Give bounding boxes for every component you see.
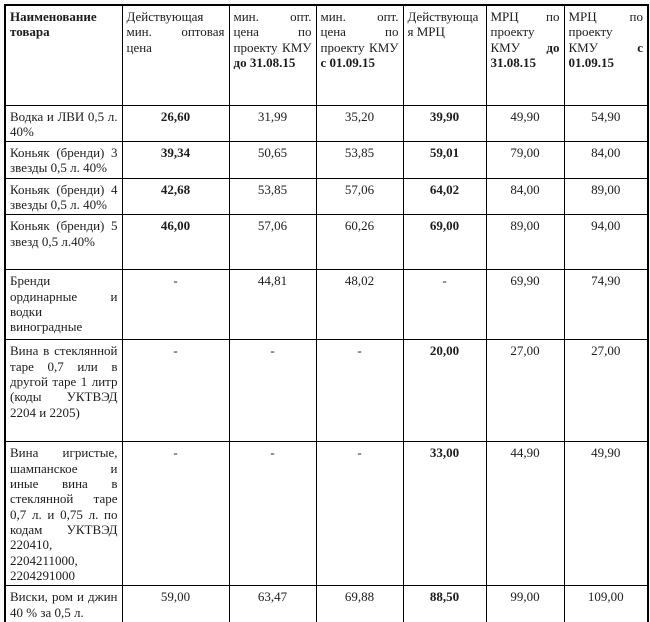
column-header-label: Действующая мин. оптовая цена [126,9,225,55]
price-cell: - [316,442,403,586]
price-cell: 50,65 [229,142,316,179]
price-cell: 60,26 [316,215,403,270]
price-cell: 49,90 [486,105,564,142]
price-cell: 27,00 [564,340,648,442]
table-row-vodka [5,105,648,142]
table-row-whisky-rum-gin [5,586,648,622]
table-row-cognac-3 [5,142,648,179]
column-header-label: мин. опт. цена по проекту КМУ [320,9,399,55]
price-cell: - [229,340,316,442]
price-cell: 39,34 [122,142,229,179]
column-header-min-wholesale-from [316,5,403,105]
product-name-cell: Вина в стеклянной таре 0,7 или в другой таре 1 литр (коды УКТВЭД 2204 и 2205) [5,340,122,442]
price-cell: 26,60 [122,105,229,142]
price-cell: 39,90 [403,105,486,142]
price-cell: 84,00 [564,142,648,179]
price-cell: 59,01 [403,142,486,179]
product-name-cell: Коньяк (бренди) 4 звезды 0,5 л. 40% [5,178,122,215]
alcohol-price-table [4,4,649,622]
header-row [5,5,648,105]
price-cell: 69,88 [316,586,403,622]
price-cell: 27,00 [486,340,564,442]
price-cell: - [316,340,403,442]
price-cell: 53,85 [316,142,403,179]
price-cell: 94,00 [564,215,648,270]
price-cell: - [403,270,486,340]
price-cell: - [229,442,316,586]
column-header-date: с 01.09.15 [568,39,643,70]
price-cell: 31,99 [229,105,316,142]
column-header-current-mrp [403,5,486,105]
column-header-label: Действующая МРЦ [407,9,479,40]
price-cell: 54,90 [564,105,648,142]
price-cell: 88,50 [403,586,486,622]
price-cell: - [122,270,229,340]
price-cell: 20,00 [403,340,486,442]
table-row-cognac-4 [5,178,648,215]
product-name-cell: Бренди ординарные и водки виноградные [5,270,122,340]
column-header-label: МРЦ по проекту КМУ [568,9,643,55]
table-row-brandy-ordinary [5,270,648,340]
table-row-cognac-5 [5,215,648,270]
column-header-min-wholesale-until [229,5,316,105]
price-cell: - [122,340,229,442]
column-header-label: МРЦ по проекту КМУ [490,9,560,55]
price-cell: 59,00 [122,586,229,622]
price-cell: 57,06 [229,215,316,270]
price-cell: - [122,442,229,586]
product-name-cell: Коньяк (бренди) 3 звезды 0,5 л. 40% [5,142,122,179]
table-row-wines-glass [5,340,648,442]
price-cell: 49,90 [564,442,648,586]
column-header-current-min-wholesale [122,5,229,105]
product-name-cell: Водка и ЛВИ 0,5 л. 40% [5,105,122,142]
price-cell: 57,06 [316,178,403,215]
price-cell: 99,00 [486,586,564,622]
column-header-date: до 31.08.15 [233,54,296,70]
product-name-cell: Коньяк (бренди) 5 звезд 0,5 л.40% [5,215,122,270]
price-cell: 109,00 [564,586,648,622]
price-cell: 69,00 [403,215,486,270]
price-cell: 84,00 [486,178,564,215]
price-cell: 89,00 [564,178,648,215]
price-cell: 64,02 [403,178,486,215]
price-cell: 63,47 [229,586,316,622]
column-header-date: с 01.09.15 [320,54,376,70]
column-header-date: до 31.08.15 [490,39,560,70]
price-cell: 44,90 [486,442,564,586]
price-cell: 48,02 [316,270,403,340]
price-cell: 53,85 [229,178,316,215]
price-cell: 74,90 [564,270,648,340]
price-cell: 44,81 [229,270,316,340]
price-cell: 69,90 [486,270,564,340]
price-cell: 46,00 [122,215,229,270]
column-header-label: Наименование товара [10,9,97,40]
column-header-label: мин. опт. цена по проекту КМУ [233,9,312,55]
price-cell: 89,00 [486,215,564,270]
price-cell: 79,00 [486,142,564,179]
table-row-sparkling-wines [5,442,648,586]
product-name-cell: Вина игристые, шампанское и иные вина в стеклянной таре 0,7 л. и 0,75 л. по кодам УКТВЭД 220410, 2204211000, 2204291000 [5,442,122,586]
price-cell: 42,68 [122,178,229,215]
price-cell: 35,20 [316,105,403,142]
column-header-mrp-from [564,5,648,105]
table-body [5,105,648,622]
product-name-cell: Виски, ром и джин 40 % за 0,5 л. [5,586,122,622]
table-header [5,5,648,105]
price-cell: 33,00 [403,442,486,586]
column-header-mrp-until [486,5,564,105]
column-header-product-name [5,5,122,105]
